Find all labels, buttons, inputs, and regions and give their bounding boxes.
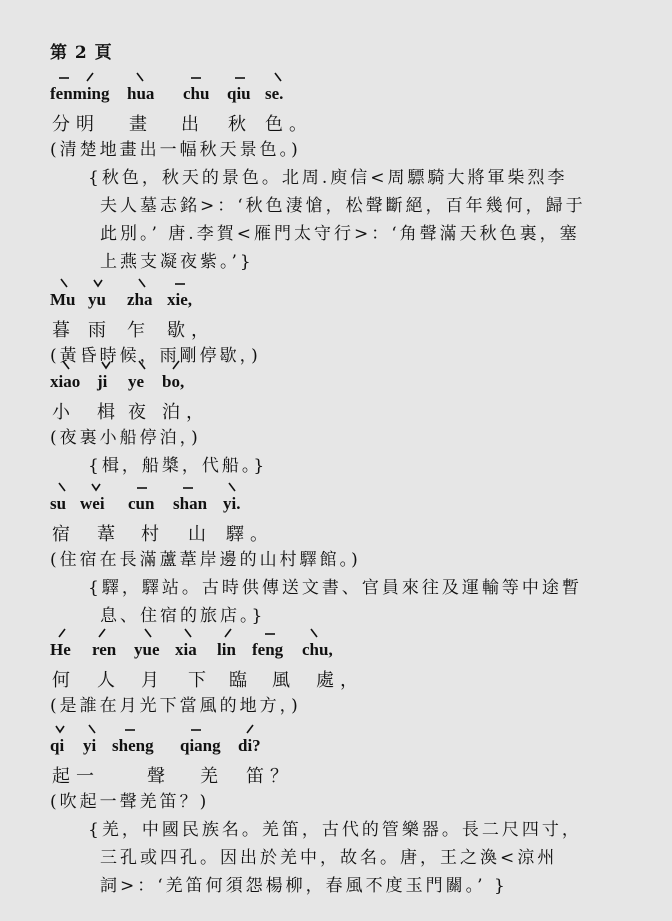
tone-mark-icon	[272, 72, 284, 82]
tone-mark-icon	[136, 482, 148, 492]
hanzi-word: 聲	[147, 766, 171, 787]
hanzi-line	[50, 666, 650, 690]
tone-mark-icon	[58, 278, 70, 288]
pinyin-syllable: He	[50, 640, 71, 659]
hanzi-word: 楫	[97, 402, 121, 423]
pinyin-line	[50, 724, 650, 762]
hanzi-line	[50, 520, 650, 544]
hanzi-word: 乍	[127, 320, 151, 341]
pinyin-line	[50, 360, 650, 398]
tone-mark-icon	[182, 482, 194, 492]
translation-line: (吹起一聲羌笛？)	[50, 792, 210, 812]
pinyin-syllable: qiang	[180, 736, 221, 755]
note-line: 三孔或四孔。因出於羌中，故名。唐，王之渙<涼州	[100, 848, 558, 868]
tone-mark-icon	[190, 724, 202, 734]
pinyin-syllable: xie,	[167, 290, 193, 309]
pinyin-syllable: cun	[128, 494, 155, 513]
pinyin-syllable: yu	[88, 290, 106, 309]
hanzi-line	[50, 762, 650, 786]
page-number-label: 第 2 頁	[50, 43, 113, 63]
tone-mark-icon	[134, 72, 146, 82]
hanzi-word: 月	[141, 670, 165, 691]
hanzi-line	[50, 398, 650, 422]
hanzi-word: 村	[141, 524, 165, 545]
pinyin-syllable: yue	[134, 640, 160, 659]
tone-mark-icon	[100, 360, 112, 370]
annotation-note	[88, 164, 648, 276]
translation-line: (清楚地畫出一幅秋天景色。)	[50, 140, 301, 160]
pinyin-line	[50, 482, 650, 520]
pinyin-syllable: ren	[92, 640, 117, 659]
stanza	[50, 628, 650, 718]
tone-mark-icon	[54, 724, 66, 734]
stanza	[50, 278, 650, 368]
pinyin-syllable: bo,	[162, 372, 185, 391]
tone-mark-icon	[142, 628, 154, 638]
hanzi-word: 羌	[200, 766, 224, 787]
pinyin-syllable: xia	[175, 640, 197, 659]
pinyin-syllable: qi	[50, 736, 65, 755]
hanzi-word: 笛？	[246, 766, 294, 787]
pinyin-syllable: Mu	[50, 290, 76, 309]
note-line: {羌，中國民族名。羌笛，古代的管樂器。長二尺四寸，	[88, 820, 582, 840]
note-line: {楫，船槳，代船。}	[88, 456, 268, 476]
stanza	[50, 724, 650, 900]
translation-line: (黃昏時候，雨剛停歇，)	[50, 346, 261, 366]
pinyin-syllable: fenming	[50, 84, 110, 103]
tone-mark-icon	[96, 628, 108, 638]
tone-mark-icon	[226, 482, 238, 492]
tone-mark-icon	[308, 628, 320, 638]
note-line: {驛，驛站。古時供傳送文書、官員來往及運輸等中途暫	[88, 578, 582, 598]
pinyin-syllable: shan	[173, 494, 208, 513]
tone-mark-icon	[136, 278, 148, 288]
tone-mark-icon	[86, 724, 98, 734]
translation-line: (是誰在月光下當風的地方，)	[50, 696, 301, 716]
tone-mark-icon	[222, 628, 234, 638]
hanzi-word: 驛。	[226, 524, 274, 545]
stanza	[50, 482, 650, 630]
hanzi-word: 雨	[88, 320, 112, 341]
pinyin-syllable: feng	[252, 640, 284, 659]
hanzi-word: 畫	[129, 114, 153, 135]
tone-mark-icon	[92, 278, 104, 288]
hanzi-word: 小	[52, 402, 76, 423]
pinyin-syllable: yi	[83, 736, 97, 755]
hanzi-line	[50, 110, 650, 134]
hanzi-word: 下	[188, 670, 212, 691]
pinyin-syllable: xiao	[50, 372, 81, 391]
annotation-note	[88, 816, 648, 900]
tone-mark-icon	[244, 724, 256, 734]
hanzi-word: 暮	[52, 320, 76, 341]
pinyin-syllable: lin	[217, 640, 236, 659]
pinyin-line	[50, 278, 650, 316]
hanzi-word: 泊，	[162, 402, 210, 423]
hanzi-word: 人	[97, 670, 121, 691]
hanzi-word: 出	[181, 114, 205, 135]
note-line: 此別。’ 唐.李賀<雁門太守行>：‘角聲滿天秋色裏，塞	[100, 224, 580, 244]
translation-line: (住宿在長滿蘆葦岸邊的山村驛館。)	[50, 550, 361, 570]
pinyin-syllable: ye	[128, 372, 145, 391]
hanzi-word: 何	[52, 670, 76, 691]
tone-mark-icon	[170, 360, 182, 370]
annotation-note	[88, 574, 648, 630]
pinyin-syllable: hua	[127, 84, 155, 103]
pinyin-syllable: se.	[265, 84, 284, 103]
note-line: 息、住宿的旅店。}	[100, 606, 266, 626]
hanzi-word: 歇，	[167, 320, 215, 341]
hanzi-word: 臨	[229, 670, 253, 691]
stanza	[50, 360, 650, 480]
hanzi-word: 色。	[265, 114, 313, 135]
hanzi-word: 分明	[52, 114, 100, 135]
tone-mark-icon	[58, 72, 70, 82]
tone-mark-icon	[56, 482, 68, 492]
note-line: {秋色，秋天的景色。北周.庾信<周驃騎大將軍柴烈李	[88, 168, 568, 188]
hanzi-word: 山	[188, 524, 212, 545]
tone-mark-icon	[264, 628, 276, 638]
hanzi-line	[50, 316, 650, 340]
pinyin-syllable: su	[50, 494, 67, 513]
stanza	[50, 72, 650, 276]
pinyin-syllable: zha	[127, 290, 153, 309]
tone-mark-icon	[136, 360, 148, 370]
annotation-note	[88, 452, 648, 480]
tone-mark-icon	[234, 72, 246, 82]
hanzi-word: 處，	[316, 670, 364, 691]
tone-mark-icon	[124, 724, 136, 734]
pinyin-line	[50, 628, 650, 666]
pinyin-syllable: sheng	[112, 736, 154, 755]
pinyin-syllable: ji	[97, 372, 108, 391]
hanzi-word: 秋	[228, 114, 252, 135]
translation-line: (夜裏小船停泊，)	[50, 428, 201, 448]
hanzi-word: 葦	[97, 524, 121, 545]
pinyin-syllable: di?	[238, 736, 261, 755]
pinyin-syllable: wei	[80, 494, 105, 513]
hanzi-word: 風	[272, 670, 296, 691]
pinyin-syllable: yi.	[223, 494, 241, 513]
tone-mark-icon	[84, 72, 96, 82]
hanzi-word: 夜	[128, 402, 152, 423]
note-line: 詞>：‘羌笛何須怨楊柳，春風不度玉門關。’ }	[100, 876, 508, 896]
pinyin-syllable: qiu	[227, 84, 251, 103]
hanzi-word: 宿	[52, 524, 76, 545]
pinyin-syllable: chu	[183, 84, 210, 103]
tone-mark-icon	[60, 360, 72, 370]
tone-mark-icon	[174, 278, 186, 288]
note-line: 夫人墓志銘>：‘秋色淒愴，松聲斷絕，百年幾何，歸于	[100, 196, 586, 216]
hanzi-word: 起一	[52, 766, 100, 787]
note-line: 上燕支凝夜紫。’}	[100, 252, 254, 272]
tone-mark-icon	[190, 72, 202, 82]
tone-mark-icon	[90, 482, 102, 492]
pinyin-syllable: chu,	[302, 640, 333, 659]
tone-mark-icon	[56, 628, 68, 638]
tone-mark-icon	[182, 628, 194, 638]
pinyin-line	[50, 72, 650, 110]
